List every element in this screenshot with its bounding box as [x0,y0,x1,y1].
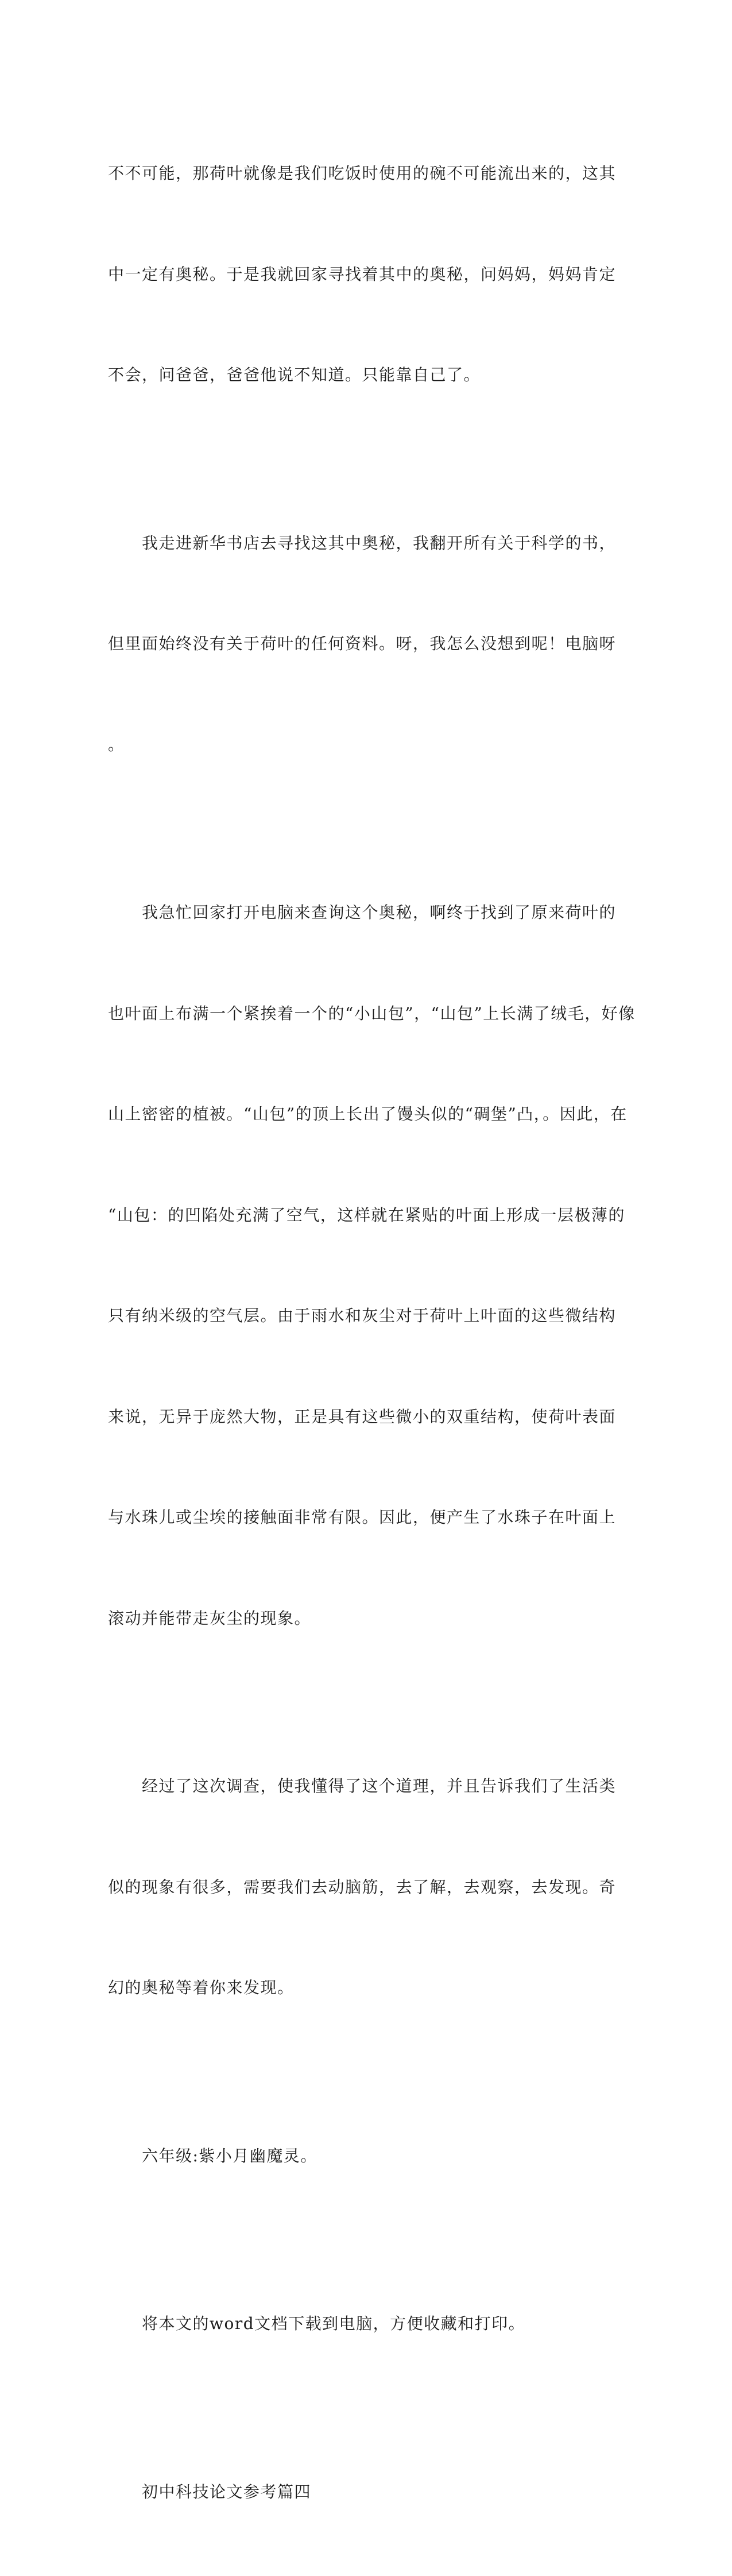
text-line: 但里面始终没有关于荷叶的任何资料。呀，我怎么没想到呢！电脑呀 [108,627,625,661]
text-line: 幻的奥秘等着你来发现。 [108,1971,625,2005]
author-line [108,2072,625,2241]
download-note [108,2240,625,2408]
text-line: 将本文的word文档下载到电脑，方便收藏和打印。 [108,2307,625,2341]
text-line: “山包：的凹陷处充满了空气，这样就在紧贴的叶面上形成一层极薄的 [108,1199,625,1233]
text-line: 不会，问爸爸，爸爸他说不知道。只能靠自己了。 [108,358,625,392]
text-line: 似的现象有很多，需要我们去动脑筋，去了解，去观察，去发现。奇 [108,1871,625,1905]
paragraph-1 [108,90,625,459]
document-page [0,0,732,948]
text-line: 我急忙回家打开电脑来查询这个奥秘，啊终于找到了原来荷叶的 [108,896,625,930]
text-line: 山上密密的植被。“山包”的顶上长出了馒头似的“碉堡”凸，。因此，在 [108,1098,625,1131]
text-line: 我走进新华书店去寻找这其中奥秘，我翻开所有关于科学的书， [108,527,625,561]
text-line: 与水珠儿或尘埃的接触面非常有限。因此，便产生了水珠子在叶面上 [108,1501,625,1535]
text-line: 初中科技论文参考篇四 [108,2475,625,2509]
text-line: 只有纳米级的空气层。由于雨水和灰尘对于荷叶上叶面的这些微结构 [108,1299,625,1333]
text-line: 六年级:紫小月幽魔灵。 [108,2139,625,2173]
section-heading [108,2408,625,2576]
text-line: 也叶面上布满一个紧挨着一个的“小山包”，“山包”上长满了绒毛，好像 [108,997,625,1031]
text-line: 经过了这次调查，使我懂得了这个道理，并且告诉我们了生活类 [108,1770,625,1803]
paragraph-3 [108,829,625,1702]
text-line: 来说，无异于庞然大物，正是具有这些微小的双重结构，使荷叶表面 [108,1400,625,1434]
text-line: 。 [108,728,625,762]
text-line: 滚动并能带走灰尘的现象。 [108,1602,625,1636]
paragraph-4 [108,1702,625,2072]
document-body [108,90,625,2576]
paragraph-2 [108,459,625,829]
text-line: 中一定有奥秘。于是我就回家寻找着其中的奥秘，问妈妈，妈妈肯定 [108,258,625,292]
text-line: 不不可能，那荷叶就像是我们吃饭时使用的碗不可能流出来的，这其 [108,157,625,191]
